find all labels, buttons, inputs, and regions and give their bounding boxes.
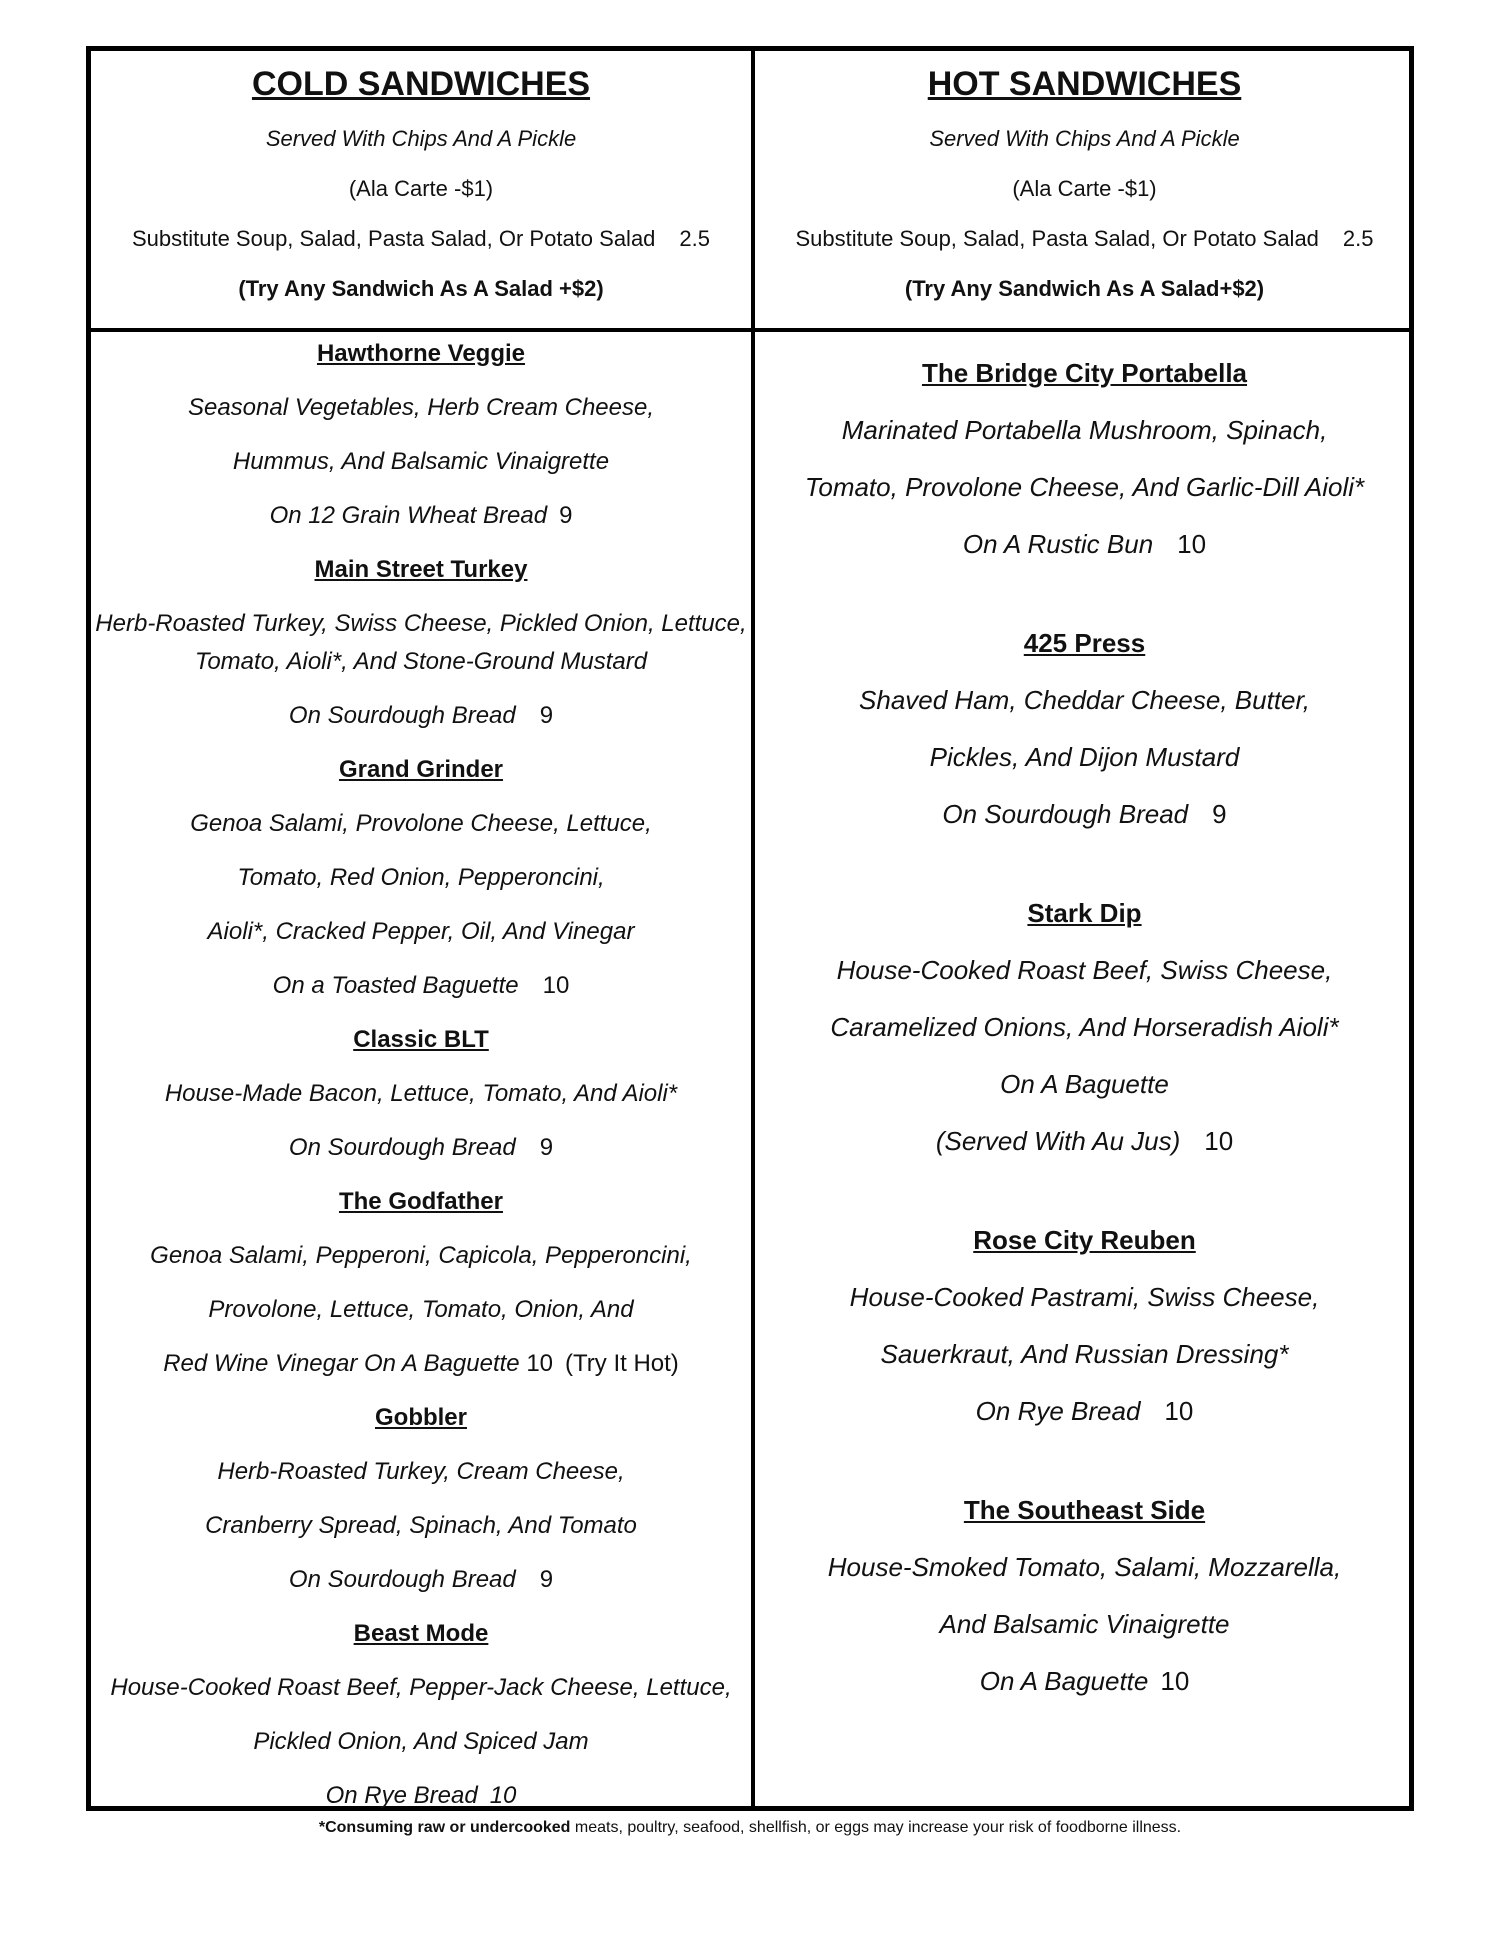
hot-items — [755, 332, 1414, 1696]
menu-item-bread — [91, 1134, 751, 1162]
hot-ala-carte: (Ala Carte -$1) — [1012, 176, 1157, 201]
menu-item-name: Rose City Reuben — [973, 1225, 1196, 1255]
menu-item-bread — [91, 1350, 751, 1378]
menu-item-bread — [755, 1666, 1414, 1696]
menu-item-description: Sauerkraut, And Russian Dressing* — [880, 1339, 1289, 1369]
menu-item-bread — [91, 502, 751, 530]
menu-item-price: 9 — [559, 502, 573, 529]
menu-item-price: 10 — [1160, 1666, 1190, 1696]
menu-item-bread — [755, 799, 1414, 829]
menu-item-description: Hummus, And Balsamic Vinaigrette — [232, 448, 610, 475]
menu-item-description: Aioli*, Cracked Pepper, Oil, And Vinegar — [207, 918, 635, 945]
menu-item-name: The Southeast Side — [963, 1495, 1206, 1525]
menu-item-description: House-Cooked Roast Beef, Swiss Cheese, — [836, 955, 1333, 985]
menu-item-description: Herb-Roasted Turkey, Cream Cheese, — [217, 1458, 625, 1485]
menu-item-description: Marinated Portabella Mushroom, Spinach, — [841, 415, 1328, 445]
menu-table — [86, 46, 1414, 1811]
disclaimer-bold: *Consuming raw or undercooked — [318, 1819, 571, 1836]
menu-item-price: 9 — [539, 1566, 554, 1593]
cold-substitute-text: Substitute Soup, Salad, Pasta Salad, Or Potato Salad — [131, 226, 656, 251]
menu-item-name: Gobbler — [374, 1404, 467, 1431]
hot-substitute-price: 2.5 — [1342, 226, 1374, 251]
menu-item-price: 10 — [1164, 1396, 1194, 1426]
bread-text: On Rye Bread — [975, 1396, 1141, 1426]
menu-item-description: Cranberry Spread, Spinach, And Tomato — [205, 1512, 637, 1539]
cold-title: COLD SANDWICHES — [251, 65, 591, 103]
menu-item-name: Beast Mode — [353, 1620, 489, 1647]
cold-header — [91, 51, 751, 328]
menu-item-description: House-Cooked Pastrami, Swiss Cheese, — [849, 1282, 1320, 1312]
cold-served-note: Served With Chips And A Pickle — [265, 126, 577, 151]
menu-item-name: Hawthorne Veggie — [316, 340, 526, 367]
menu-item-description: Tomato, Red Onion, Pepperoncini, — [237, 864, 605, 891]
menu-item-bread — [755, 1396, 1414, 1426]
menu-item-note: (Try It Hot) — [565, 1350, 679, 1377]
menu-item-description: On A Baguette — [1000, 1069, 1169, 1099]
menu-item-description: Provolone, Lettuce, Tomato, Onion, And — [208, 1296, 634, 1323]
menu-item-price: 10 — [1204, 1126, 1234, 1156]
menu-item-bread — [91, 972, 751, 1000]
bread-text: On Sourdough Bread — [288, 1134, 516, 1161]
menu-item-description: House-Smoked Tomato, Salami, Mozzarella, — [827, 1552, 1342, 1582]
menu-item-description: Caramelized Onions, And Horseradish Aioli* — [830, 1012, 1339, 1042]
hot-served-note: Served With Chips And A Pickle — [929, 126, 1240, 151]
menu-item-bread — [755, 529, 1414, 559]
menu-item-description: Genoa Salami, Provolone Cheese, Lettuce, — [190, 810, 652, 837]
disclaimer-text: meats, poultry, seafood, shellfish, or eggs may increase your risk of foodborne illness. — [570, 1819, 1182, 1836]
bread-text: On A Baguette — [979, 1666, 1149, 1696]
cold-ala-carte: (Ala Carte -$1) — [348, 176, 494, 201]
menu-item-price: 9 — [1212, 799, 1227, 829]
cold-substitute-price: 2.5 — [679, 226, 711, 251]
menu-item-description: Pickled Onion, And Spiced Jam — [253, 1728, 589, 1755]
cold-substitute — [91, 226, 751, 252]
menu-item-price: 9 — [539, 1134, 554, 1161]
bread-text: On Sourdough Bread — [942, 799, 1189, 829]
menu-item-name: The Godfather — [338, 1188, 503, 1215]
foodborne-disclaimer — [0, 1818, 1500, 1838]
bread-text: Red Wine Vinegar On A Baguette — [163, 1350, 520, 1377]
bread-text: On Sourdough Bread — [288, 702, 516, 729]
cold-try-salad: (Try Any Sandwich As A Salad +$2) — [238, 276, 604, 301]
menu-item-name: Main Street Turkey — [314, 556, 528, 583]
menu-item-description: Tomato, Provolone Cheese, And Garlic-Dill Aioli* — [804, 472, 1365, 502]
menu-item-price: 10 — [542, 972, 570, 999]
hot-try-salad: (Try Any Sandwich As A Salad+$2) — [904, 276, 1265, 301]
menu-item-price: 10 — [1177, 529, 1207, 559]
bread-text: On a Toasted Baguette — [272, 972, 519, 999]
menu-item-name: Grand Grinder — [338, 756, 504, 783]
menu-item-description: House-Cooked Roast Beef, Pepper-Jack Cheese, Lettuce, — [110, 1674, 732, 1701]
menu-item-price: 10 — [526, 1350, 554, 1377]
menu-item-bread — [91, 1782, 751, 1810]
hot-title: HOT SANDWICHES — [927, 65, 1242, 103]
bread-text: (Served With Au Jus) — [935, 1126, 1181, 1156]
hot-header — [755, 51, 1414, 328]
menu-item-bread — [91, 702, 751, 730]
menu-item-price: 10 — [489, 1782, 517, 1809]
menu-item-name: Stark Dip — [1027, 898, 1142, 928]
menu-item-description: Seasonal Vegetables, Herb Cream Cheese, — [187, 394, 655, 421]
menu-item-description: Pickles, And Dijon Mustard — [929, 742, 1240, 772]
menu-item-description: Genoa Salami, Pepperoni, Capicola, Pepperoncini, — [150, 1242, 692, 1269]
menu-item-bread — [755, 1126, 1414, 1156]
hot-substitute-text: Substitute Soup, Salad, Pasta Salad, Or Potato Salad — [795, 226, 1319, 251]
menu-item-name: 425 Press — [1023, 628, 1146, 658]
hot-substitute — [755, 226, 1414, 252]
menu-item-bread — [91, 1566, 751, 1594]
menu-item-description: Tomato, Aioli*, And Stone-Ground Mustard — [194, 648, 648, 675]
bread-text: On A Rustic Bun — [962, 529, 1154, 559]
menu-item-name: The Bridge City Portabella — [921, 358, 1248, 388]
bread-text: On 12 Grain Wheat Bread — [269, 502, 548, 529]
menu-item-name: Classic BLT — [353, 1026, 489, 1053]
menu-item-price: 9 — [539, 702, 554, 729]
menu-item-description: House-Made Bacon, Lettuce, Tomato, And Aioli* — [164, 1080, 678, 1107]
menu-item-description: And Balsamic Vinaigrette — [939, 1609, 1230, 1639]
menu-item-description: Herb-Roasted Turkey, Swiss Cheese, Pickled Onion, Lettuce, — [95, 610, 747, 637]
cold-items — [91, 332, 751, 1810]
bread-text: On Rye Bread — [325, 1782, 478, 1809]
bread-text: On Sourdough Bread — [288, 1566, 516, 1593]
menu-item-description: Shaved Ham, Cheddar Cheese, Butter, — [859, 685, 1310, 715]
